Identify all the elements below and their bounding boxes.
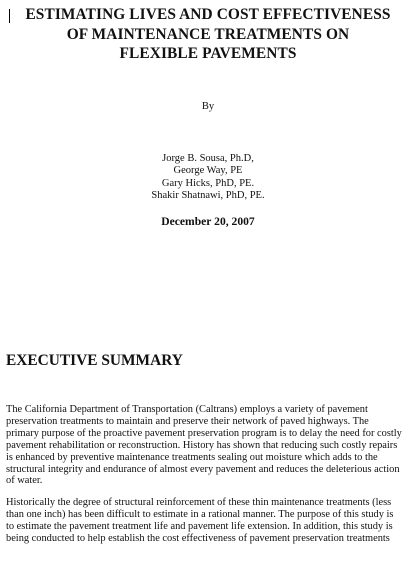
- paragraph-line: structural integrity and endurance of almost every pavement and reduces the deleterious action: [6, 463, 400, 475]
- paragraph: [6, 497, 410, 545]
- author-name: George Way, PE: [173, 165, 243, 177]
- paragraph-line: primary purpose of the proactive pavement preservation program is to delay the need for costly: [6, 427, 402, 439]
- paragraph-line: of water.: [6, 475, 43, 487]
- author-name: Shakir Shatnawi, PhD, PE.: [151, 190, 265, 202]
- paragraph-line: pavement rehabilitation or reconstruction. History has shown that reducing such costly repairs: [6, 439, 398, 451]
- paragraph-line: preservation treatments to maintain and preserve their network of paved highways. The: [6, 415, 369, 427]
- document-date: December 20, 2007: [161, 215, 255, 228]
- paragraph-line: being conducted to help establish the cost effectiveness of pavement preservation treatments: [6, 532, 390, 544]
- title-line: ESTIMATING LIVES AND COST EFFECTIVENESS: [25, 6, 391, 23]
- paragraph-line: to estimate the pavement treatment life and pavement life extension. In addition, this study is: [6, 520, 393, 532]
- paragraph-line: Historically the degree of structural reinforcement of these thin maintenance treatments (less: [6, 497, 392, 508]
- paragraph-line: than one inch) has been difficult to estimate in a rational manner. The purpose of this study is: [6, 508, 394, 520]
- author-name: Gary Hicks, PhD, PE.: [161, 177, 255, 189]
- title-line: FLEXIBLE PAVEMENTS: [119, 45, 297, 62]
- author-list: [0, 153, 416, 203]
- paragraph-line: is enhanced by preventive maintenance treatments sealing out moisture which adds to the: [6, 451, 378, 463]
- author-name: Jorge B. Sousa, Ph.D,: [162, 153, 254, 164]
- section-heading: EXECUTIVE SUMMARY: [6, 352, 183, 369]
- title-line: OF MAINTENANCE TREATMENTS ON: [66, 25, 350, 43]
- paragraph-line: The California Department of Transportation (Caltrans) employs a variety of pavement: [6, 404, 368, 415]
- by-line: By: [201, 101, 215, 112]
- paragraph: [6, 404, 410, 487]
- document-title: [8, 5, 408, 64]
